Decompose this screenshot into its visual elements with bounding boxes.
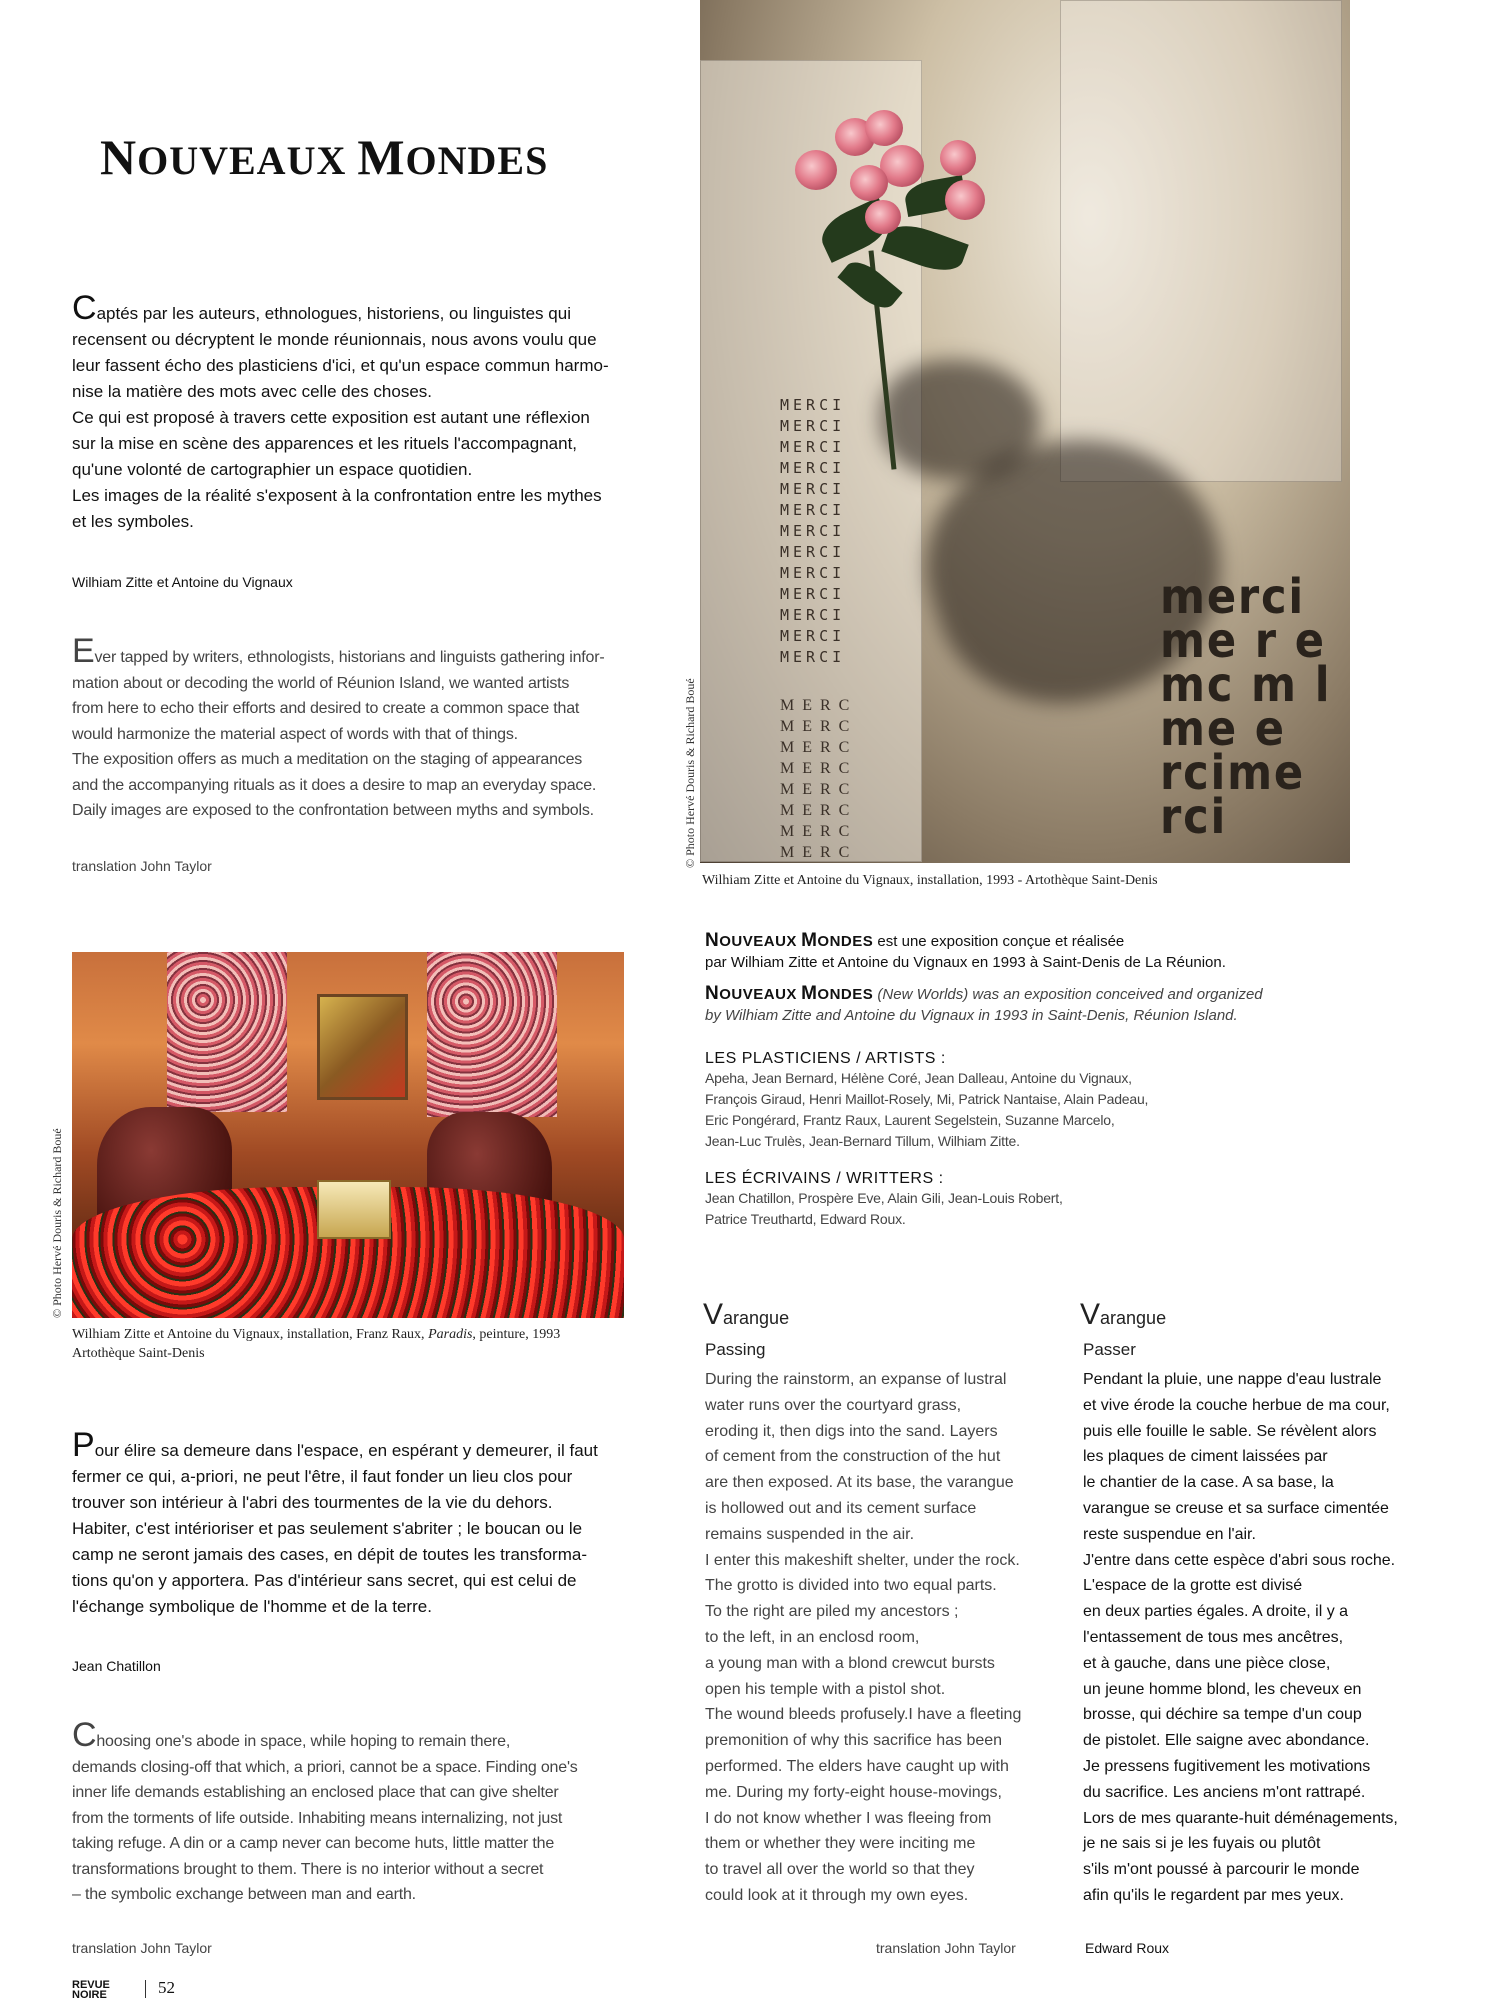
chatillon-english-line: from the torments of life outside. Inhabiting means internalizing, not just bbox=[72, 1809, 563, 1827]
info-english: NOUVEAUX MONDES (New Worlds) was an exposition conceived and organized by Wilhiam Zitte and Antoine du Vignaux in 1993 in Saint-Denis, Réunion Island. bbox=[705, 983, 1263, 1024]
chatillon-french-line: l'échange symbolique de l'homme et de la terre. bbox=[72, 1597, 432, 1616]
footer-divider bbox=[145, 1980, 146, 1998]
installation-photo-main bbox=[700, 0, 1350, 863]
artists-line: François Giraud, Henri Maillot-Rosely, Mi, Patrick Nantaise, Alain Padeau, bbox=[705, 1091, 1149, 1107]
intro-english-line: would harmonize the material aspect of words with that of things. bbox=[72, 725, 518, 743]
writers-list bbox=[705, 1188, 1365, 1230]
artists-line: Apeha, Jean Bernard, Hélène Coré, Jean Dalleau, Antoine du Vignaux, bbox=[705, 1070, 1132, 1086]
installation-photo-paradis bbox=[72, 952, 624, 1318]
intro-french-line: Ce qui est proposé à travers cette exposition est autant une réflexion bbox=[72, 408, 590, 427]
chatillon-english-line: transformations brought to them. There is no interior without a secret bbox=[72, 1860, 544, 1878]
intro-french-signature: Wilhiam Zitte et Antoine du Vignaux bbox=[72, 574, 293, 590]
merc-column: MERC MERC MERC MERC MERC MERC MERC MERC bbox=[780, 697, 858, 861]
intro-english-line: The exposition offers as much a meditation on the staging of appearances bbox=[72, 751, 583, 768]
intro-french-line: leur fassent écho des plasticiens d'ici, et qu'un espace commun harmo- bbox=[72, 356, 609, 375]
chatillon-english-line: – the symbolic exchange between man and earth. bbox=[72, 1886, 416, 1903]
chatillon-english-line: taking refuge. A din or a camp never can become huts, little matter the bbox=[72, 1835, 555, 1852]
artists-heading: LES PLASTICIENS / ARTISTS : bbox=[705, 1050, 946, 1067]
intro-french-line: Les images de la réalité s'exposent à la confrontation entre les mythes bbox=[72, 486, 602, 505]
writers-line: Patrice Treuthartd, Edward Roux. bbox=[705, 1211, 906, 1227]
artists-line: Jean-Luc Trulès, Jean-Bernard Tillum, Wilhiam Zitte. bbox=[705, 1133, 1020, 1149]
intro-french-line: qu'une volonté de cartographier un espace quotidien. bbox=[72, 460, 473, 479]
intro-french-line: nise la matière des mots avec celle des choses. bbox=[72, 382, 433, 401]
intro-french-line: sur la mise en scène des apparences et les rituels l'accompagnant, bbox=[72, 434, 578, 453]
intro-english-line: from here to echo their efforts and desired to create a common space that bbox=[72, 700, 580, 717]
poem-french-title: Varangue bbox=[1080, 1298, 1167, 1331]
chatillon-french-line: trouver son intérieur à l'abri des tourmentes de la vie du dehors. bbox=[72, 1493, 553, 1512]
chatillon-french bbox=[72, 1426, 616, 1620]
chatillon-signature: Jean Chatillon bbox=[72, 1658, 161, 1674]
chatillon-english bbox=[72, 1716, 616, 1908]
artists-list bbox=[705, 1068, 1365, 1152]
photo-small-credit: © Photo Hervé Douris & Richard Boué bbox=[50, 1128, 64, 1318]
intro-french-line: et les symboles. bbox=[72, 512, 194, 531]
chatillon-french-line: tions qu'on y apportera. Pas d'intérieur sans secret, qui est celui de bbox=[72, 1571, 577, 1590]
intro-english bbox=[72, 632, 616, 824]
poem-english-subtitle: Passing bbox=[705, 1340, 766, 1359]
info-french: NOUVEAUX MONDES est une exposition conçue et réalisée par Wilhiam Zitte et Antoine du Vignaux en 1993 à Saint-Denis de La Réunion. bbox=[705, 930, 1226, 971]
intro-french bbox=[72, 289, 616, 535]
merci-big-letters: merci me r e mc m l me e rcime rci bbox=[1160, 569, 1332, 845]
writers-line: Jean Chatillon, Prospère Eve, Alain Gili, Jean-Louis Robert, bbox=[705, 1190, 1063, 1206]
chatillon-english-line: inner life demands establishing an enclosed place that can give shelter bbox=[72, 1784, 559, 1801]
chatillon-french-line: camp ne seront jamais des cases, en dépit de toutes les transforma- bbox=[72, 1545, 587, 1564]
poem-english-title: Varangue bbox=[703, 1298, 790, 1331]
artists-line: Eric Pongérard, Frantz Raux, Laurent Segelstein, Suzanne Marcelo, bbox=[705, 1112, 1115, 1128]
chatillon-english-line: demands closing-off that which, a priori, cannot be a space. Finding one's bbox=[72, 1758, 578, 1776]
intro-english-line: mation about or decoding the world of Réunion Island, we wanted artists bbox=[72, 674, 570, 692]
photo-main-caption: Wilhiam Zitte et Antoine du Vignaux, installation, 1993 - Artothèque Saint-Denis bbox=[702, 873, 1158, 888]
chatillon-french-line: fermer ce qui, a-priori, ne peut l'être, il faut fonder un lieu clos pour bbox=[72, 1467, 573, 1486]
poem-english-signature: translation John Taylor bbox=[876, 1940, 1016, 1956]
page-title: NOUVEAUX MONDES bbox=[100, 129, 549, 185]
photo-main-credit: © Photo Hervé Douris & Richard Boué bbox=[683, 678, 697, 868]
merci-column: MERCI MERCI MERCI MERCI MERCI MERCI MERCI MERCI MERCI MERCI MERCI MERCI MERCI bbox=[780, 396, 846, 666]
chatillon-english-signature: translation John Taylor bbox=[72, 1940, 212, 1956]
poem-french-text: Pendant la pluie, une nappe d'eau lustrale et vive érode la couche herbue de ma cour, puis elle fouille le sable. Se révèlent alors les plaques de ciment laissées par le chantier de la case. A sa base, la varangue se creuse et sa surface cimentée reste suspendue en l'air. J'entre dans cette espèce d'abri sous roche. L'espace de la grotte est divisé en deux parties égales. A droite, il y a l'entassement de tous mes ancêtres, et à gauche, dans une pièce close, un jeune homme blond, les cheveux en brosse, qui déchire sa tempe d'un coup de pistolet. Elle saigne avec abondance. Je pressens fugitivement les motivations du sacrifice. Les anciens m'ont rattrapé. Lors de mes quarante-huit déménagements, je ne sais si je les fuyais ou plutôt s'ils m'ont poussé à parcourir le monde afin qu'ils le regardent par mes yeux. bbox=[1083, 1371, 1398, 1904]
intro-english-signature: translation John Taylor bbox=[72, 858, 212, 874]
intro-french-line: recensent ou décryptent le monde réunionnais, nous avons voulu que bbox=[72, 330, 597, 349]
intro-english-line: Ever tapped by writers, ethnologists, historians and linguists gathering infor- bbox=[72, 632, 605, 670]
chatillon-french-line: Pour élire sa demeure dans l'espace, en espérant y demeurer, il faut bbox=[72, 1426, 598, 1464]
page-number: 52 bbox=[158, 1978, 175, 1997]
photo-small-caption: Wilhiam Zitte et Antoine du Vignaux, installation, Franz Raux, Paradis, peinture, 1993 Artothèque Saint-Denis bbox=[72, 1327, 561, 1361]
chatillon-english-line: Choosing one's abode in space, while hoping to remain there, bbox=[72, 1716, 511, 1754]
poem-english-text: During the rainstorm, an expanse of lustral water runs over the courtyard grass, eroding it, then digs into the sand. Layers of cement from the construction of the hut are then exposed. At its base, the varangue is hollowed out and its cement surface remains suspended in the air. I enter this makeshift shelter, under the rock. The grotto is divided into two equal parts. To the right are piled my ancestors ; to the left, in an enclosd room, a young man with a blond crewcut bursts open his temple with a pistol shot. The wound bleeds profusely.I have a fleeting premonition of why this sacrifice has been performed. The elders have caught up with me. During my forty-eight house-movings, I do not know whether I was fleeing from them or whether they were inciting me to travel all over the world so that they could look at it through my own eyes. bbox=[705, 1371, 1022, 1904]
intro-english-line: Daily images are exposed to the confrontation between myths and symbols. bbox=[72, 802, 594, 819]
poem-french-signature: Edward Roux bbox=[1085, 1940, 1170, 1956]
chatillon-french-line: Habiter, c'est intérioriser et pas seulement s'abriter ; le boucan ou le bbox=[72, 1519, 583, 1538]
writers-heading: LES ÉCRIVAINS / WRITTERS : bbox=[705, 1170, 944, 1187]
intro-english-line: and the accompanying rituals as it does a desire to map an everyday space. bbox=[72, 776, 597, 794]
magazine-logo: REVUE NOIRE bbox=[72, 1979, 110, 2001]
intro-french-line: Captés par les auteurs, ethnologues, historiens, ou linguistes qui bbox=[72, 289, 571, 327]
poem-french-subtitle: Passer bbox=[1083, 1340, 1136, 1359]
exhibition-info bbox=[705, 930, 1365, 1230]
